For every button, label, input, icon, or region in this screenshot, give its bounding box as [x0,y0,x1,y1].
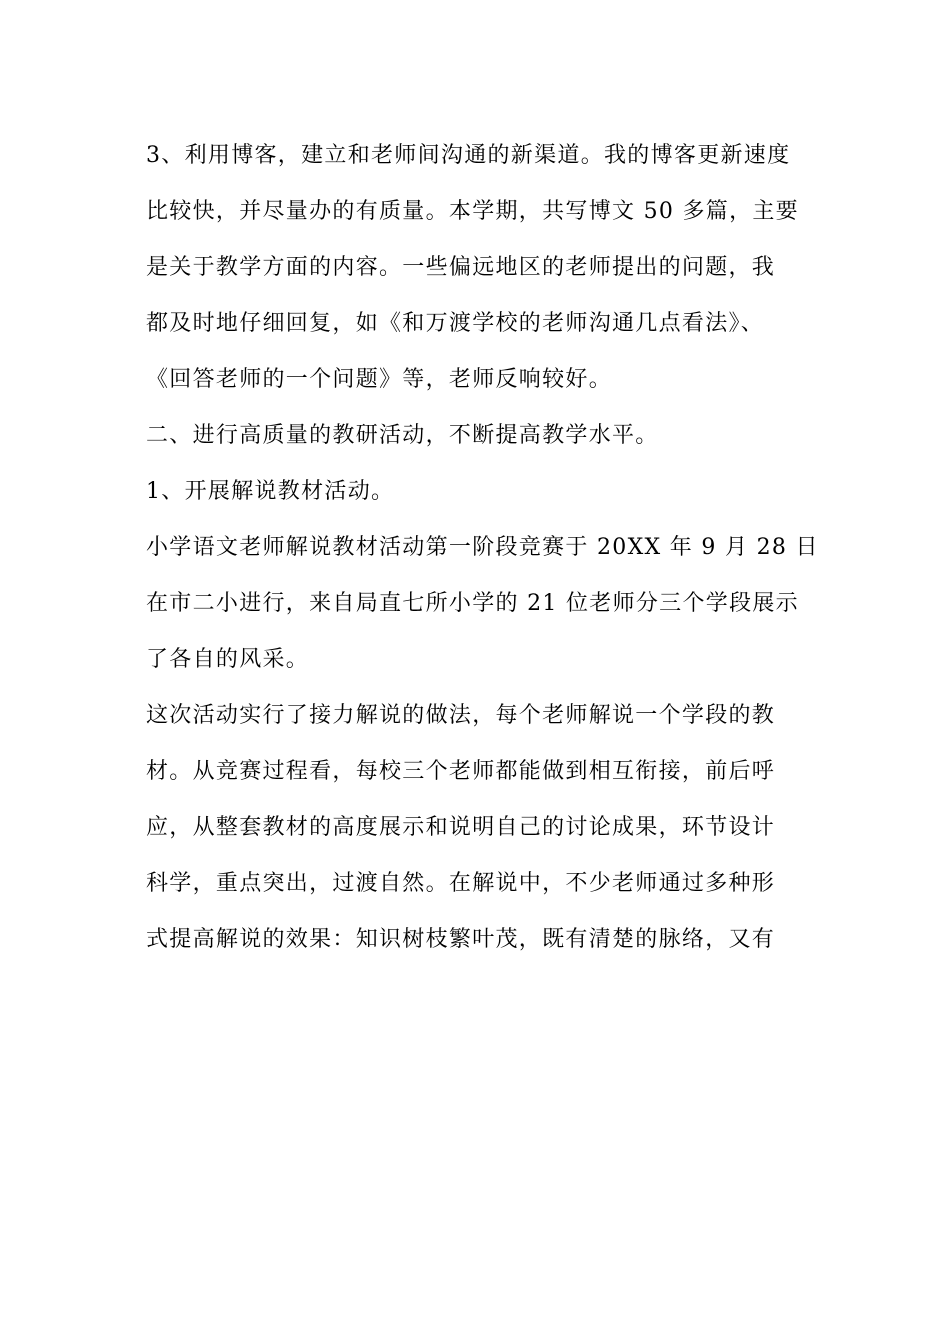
text-line: 应，从整套教材的高度展示和说明自己的讨论成果，环节设计 [146,815,776,840]
text-line: 材。从竞赛过程看，每校三个老师都能做到相互衔接，前后呼 [146,759,776,784]
subsection-heading: 1、开展解说教材活动。 [146,479,395,504]
text-line: 是关于教学方面的内容。一些偏远地区的老师提出的问题，我 [146,255,776,280]
text-line: 式提高解说的效果：知识树枝繁叶茂，既有清楚的脉络，又有 [146,927,776,952]
text-line: 比较快，并尽量办的有质量。本学期，共写博文 50 多篇，主要 [146,199,799,224]
text-line: 科学，重点突出，过渡自然。在解说中，不少老师通过多种形 [146,871,776,896]
text-line: 《回答老师的一个问题》等，老师反响较好。 [146,367,613,392]
text-line: 都及时地仔细回复，如《和万渡学校的老师沟通几点看法》、 [146,311,765,336]
text-line: 小学语文老师解说教材活动第一阶段竞赛于 20XX 年 9 月 28 日 [146,535,819,560]
text-line: 这次活动实行了接力解说的做法，每个老师解说一个学段的教 [146,703,776,728]
text-line: 在市二小进行，来自局直七所小学的 21 位老师分三个学段展示 [146,591,799,616]
document-body [146,128,819,968]
text-line: 了各自的风采。 [146,647,310,672]
text-line: 3、利用博客，建立和老师间沟通的新渠道。我的博客更新速度 [146,143,791,168]
section-heading: 二、进行高质量的教研活动，不断提高教学水平。 [146,423,659,448]
